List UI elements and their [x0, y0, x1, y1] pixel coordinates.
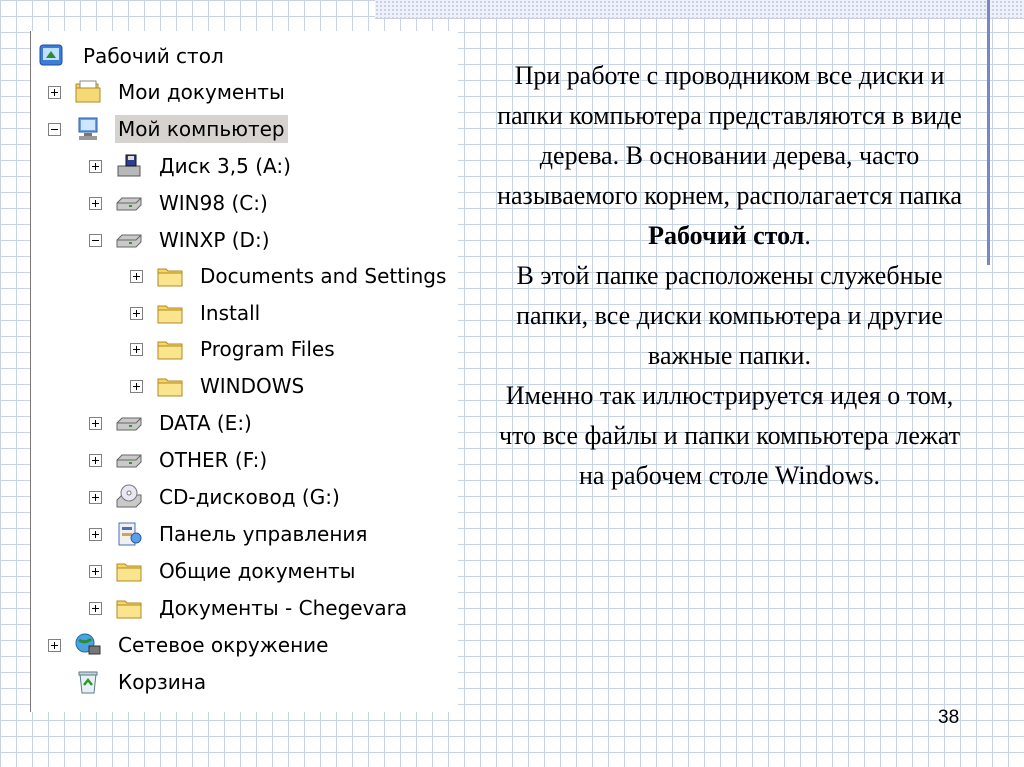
tree-item[interactable] — [30, 112, 458, 146]
tree-item[interactable] — [30, 296, 458, 330]
tree-item-label: Сетевое окружение — [118, 633, 329, 657]
tree-item-label: WINXP (D:) — [159, 228, 270, 252]
tree-item-label: Documents and Settings — [200, 264, 447, 288]
tree-item[interactable] — [30, 332, 458, 366]
tree-item-label: Панель управления — [159, 522, 368, 546]
tree-item-label: Program Files — [200, 337, 335, 361]
folder-icon — [114, 557, 144, 585]
desktop-icon — [36, 42, 66, 70]
paragraph-3: Именно так иллюстрируется идея о том, что все файлы и папки компьютера лежат на рабочем столе Windows. — [498, 381, 961, 490]
tree-item[interactable] — [30, 665, 458, 699]
slide-body-text — [492, 56, 967, 496]
expand-toggle[interactable] — [89, 565, 102, 578]
collapse-toggle[interactable] — [48, 123, 61, 136]
tree-item-label: CD-дисковод (G:) — [159, 485, 340, 509]
expand-toggle[interactable] — [130, 270, 143, 283]
expand-toggle[interactable] — [89, 602, 102, 615]
explorer-folder-tree: Рабочий стол Мои документы Мой компьютер Диск 3,5 (A:) WIN98 (C:) WINXP (D:) Documents and Settings Install Program Files WINDOWS DATA (E:) OTHER (F:) CD-дисковод (G:) Панель управления Общие документы Документы - Chegevara Сетевое окружение Корзина — [30, 31, 458, 712]
tree-item-label: Мои документы — [118, 80, 285, 104]
tree-item[interactable] — [30, 75, 458, 109]
tree-item-label: Корзина — [118, 670, 207, 694]
tree-item-label: DATA (E:) — [159, 411, 252, 435]
hard-drive-icon — [114, 189, 144, 217]
expand-toggle[interactable] — [89, 160, 102, 173]
tree-item[interactable] — [30, 259, 458, 293]
desktop-folder-name: Рабочий стол — [648, 221, 805, 250]
folder-icon — [155, 262, 185, 290]
expand-toggle[interactable] — [89, 491, 102, 504]
folder-icon — [114, 594, 144, 622]
tree-item-label: Install — [200, 301, 261, 325]
right-accent-rule — [987, 0, 990, 265]
expand-toggle[interactable] — [89, 417, 102, 430]
folder-icon — [155, 372, 185, 400]
slide-number: 38 — [938, 707, 960, 728]
control-panel-icon — [114, 520, 144, 548]
tree-item[interactable] — [30, 554, 458, 588]
top-decor-band — [375, 0, 1024, 18]
recycle-bin-icon — [73, 668, 103, 696]
tree-item[interactable] — [30, 369, 458, 403]
tree-item[interactable] — [30, 223, 458, 257]
expand-toggle[interactable] — [48, 86, 61, 99]
tree-item-label: Документы - Chegevara — [159, 596, 408, 620]
hard-drive-icon — [114, 409, 144, 437]
tree-item-label: WIN98 (C:) — [159, 191, 268, 215]
network-icon — [73, 631, 103, 659]
expand-toggle[interactable] — [48, 639, 61, 652]
top-divider — [375, 18, 1024, 19]
tree-item-label: Общие документы — [159, 559, 356, 583]
tree-item[interactable] — [30, 517, 458, 551]
expand-toggle[interactable] — [89, 454, 102, 467]
folder-icon — [155, 299, 185, 327]
paragraph-2: В этой папке расположены служебные папки, все диски компьютера и другие важные папки. — [516, 261, 943, 370]
cd-drive-icon — [114, 483, 144, 511]
tree-item[interactable] — [30, 443, 458, 477]
folder-icon — [155, 335, 185, 363]
expand-toggle[interactable] — [130, 307, 143, 320]
my-documents-icon — [73, 78, 103, 106]
expand-toggle[interactable] — [130, 343, 143, 356]
collapse-toggle[interactable] — [89, 234, 102, 247]
tree-item-label: OTHER (F:) — [159, 448, 268, 472]
hard-drive-icon — [114, 446, 144, 474]
tree-item[interactable] — [30, 186, 458, 220]
paragraph-1: При работе с проводником все диски и папки компьютера представляются в виде дерева. В основании дерева, часто называемого корнем, располагается папка Рабочий стол. — [497, 61, 962, 250]
expand-toggle[interactable] — [130, 380, 143, 393]
tree-item[interactable] — [30, 591, 458, 625]
tree-item-label: WINDOWS — [200, 374, 305, 398]
tree-item[interactable] — [30, 628, 458, 662]
floppy-drive-icon — [114, 152, 144, 180]
tree-item-label: Диск 3,5 (A:) — [159, 154, 291, 178]
my-computer-icon — [73, 115, 103, 143]
hard-drive-icon — [114, 226, 144, 254]
tree-item[interactable] — [30, 149, 458, 183]
tree-item-label: Мой компьютер — [115, 115, 288, 143]
tree-item[interactable] — [30, 480, 458, 514]
expand-toggle[interactable] — [89, 197, 102, 210]
tree-item[interactable] — [30, 406, 458, 440]
expand-toggle[interactable] — [89, 528, 102, 541]
